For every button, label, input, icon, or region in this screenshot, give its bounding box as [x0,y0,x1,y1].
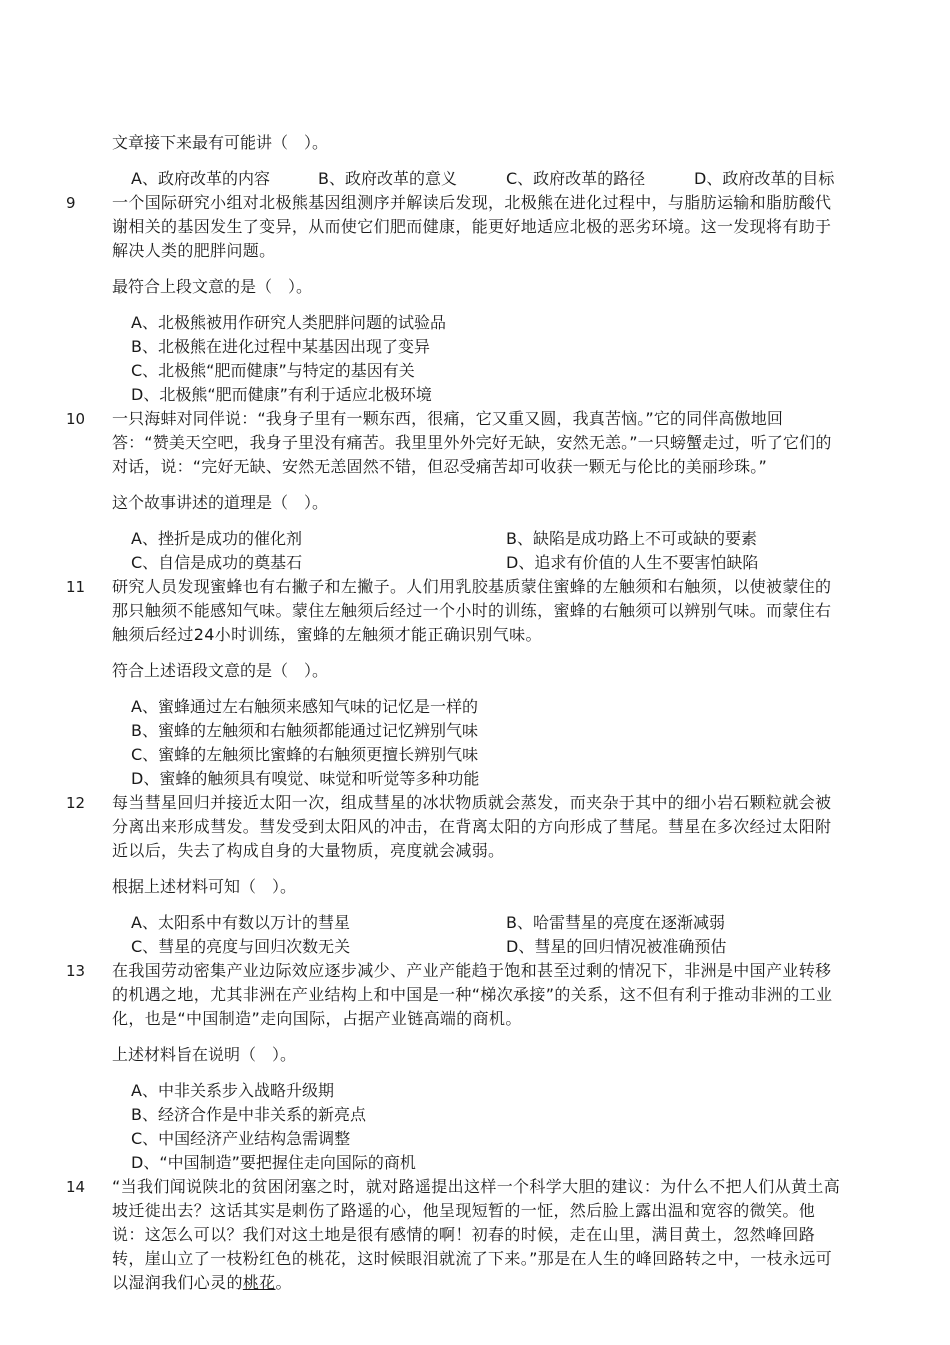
underlined-word: 桃花 [242,1273,276,1292]
option-b[interactable]: B、蜜蜂的左触须和右触须都能通过记忆辨别气味 [131,721,478,740]
option-c[interactable]: C、彗星的亮度与回归次数无关 [131,937,351,956]
question-prompt: 这个故事讲述的道理是（ ）。 [112,493,329,512]
question-stem-line: 一只海蚌对同伴说：“我身子里有一颗东西，很痛，它又重又圆，我真苦恼。”它的同伴高傲地回 [112,409,784,428]
question-stem-line: 坡迁徙出去？这话其实是刺伤了路遥的心，他呈现短暂的一怔，然后脸上露出温和宽容的微笑。他 [112,1201,816,1220]
option-d[interactable]: D、“中国制造”要把握住走向国际的商机 [131,1153,416,1172]
option-c[interactable]: C、自信是成功的奠基石 [131,553,303,572]
option-b[interactable]: B、政府改革的意义 [318,169,457,188]
option-b[interactable]: B、经济合作是中非关系的新亮点 [131,1105,366,1124]
question-number: 9 [66,194,76,212]
question-prompt: 符合上述语段文意的是（ ）。 [112,661,329,680]
question-number: 14 [66,1178,86,1196]
option-d[interactable]: D、北极熊“肥而健康”有利于适应北极环境 [131,385,432,404]
question-stem-line: 那只触须不能感知气味。蒙住左触须后经过一个小时的训练，蜜蜂的右触须可以辨别气味。而蒙住右 [112,601,832,620]
option-c[interactable]: C、中国经济产业结构急需调整 [131,1129,351,1148]
option-c[interactable]: C、北极熊“肥而健康”与特定的基因有关 [131,361,415,380]
question-stem-line: 谢相关的基因发生了变异，从而使它们肥而健康，能更好地适应北极的恶劣环境。这一发现将有助于 [112,217,832,236]
question-prompt: 上述材料旨在说明（ ）。 [112,1045,297,1064]
question-stem-line: 每当彗星回归并接近太阳一次，组成彗星的冰状物质就会蒸发，而夹杂于其中的细小岩石颗粒就会被 [112,793,832,812]
question-prompt: 根据上述材料可知（ ）。 [112,877,297,896]
question-stem-line: 转，崖山立了一枝粉红色的桃花，这时候眼泪就流了下来。”那是在人生的峰回路转之中，一枝永远可 [112,1249,833,1268]
question-stem-last-line [112,1271,292,1295]
question-stem-line: 答：“赞美天空吧，我身子里没有痛苦。我里里外外完好无缺，安然无恙。”一只螃蟹走过，听了它们的 [112,433,832,452]
option-a[interactable]: A、北极熊被用作研究人类肥胖问题的试验品 [131,313,446,332]
option-b[interactable]: B、北极熊在进化过程中某基因出现了变异 [131,337,430,356]
question-stem-line: 在我国劳动密集产业边际效应逐步减少、产业产能趋于饱和甚至过剩的情况下，非洲是中国产业转移 [112,961,832,980]
question-stem-line: 化，也是“中国制造”走向国际，占据产业链高端的商机。 [112,1009,522,1028]
question-prompt: 最符合上段文意的是（ ）。 [112,277,313,296]
question-stem-line: “当我们闻说陕北的贫困闭塞之时，就对路遥提出这样一个科学大胆的建议：为什么不把人们从黄土高 [112,1177,841,1196]
question-stem-tail: 。 [275,1273,292,1292]
question-prompt: 文章接下来最有可能讲（ ）。 [112,133,329,152]
option-d[interactable]: D、政府改革的目标 [694,169,835,188]
question-number: 12 [66,794,86,812]
option-d[interactable]: D、蜜蜂的触须具有嗅觉、味觉和听觉等多种功能 [131,769,480,788]
option-a[interactable]: A、政府改革的内容 [131,169,270,188]
option-d[interactable]: D、追求有价值的人生不要害怕缺陷 [506,553,759,572]
question-stem-line: 研究人员发现蜜蜂也有右撇子和左撇子。人们用乳胶基质蒙住蜜蜂的左触须和右触须，以使被蒙住的 [112,577,832,596]
question-number: 13 [66,962,86,980]
option-c[interactable]: C、政府改革的路径 [506,169,646,188]
question-stem-line: 说：这怎么可以？我们对这土地是很有感情的啊！初春的时候，走在山里，满目黄土，忽然峰回路 [112,1225,816,1244]
question-stem-line: 的机遇之地，尤其非洲在产业结构上和中国是一种“梯次承接”的关系，这不但有利于推动非洲的工业 [112,985,833,1004]
option-a[interactable]: A、太阳系中有数以万计的彗星 [131,913,350,932]
question-number: 11 [66,578,86,596]
question-stem-line: 一个国际研究小组对北极熊基因组测序并解读后发现，北极熊在进化过程中，与脂肪运输和脂肪酸代 [112,193,832,212]
option-a[interactable]: A、挫折是成功的催化剂 [131,529,302,548]
option-c[interactable]: C、蜜蜂的左触须比蜜蜂的右触须更擅长辨别气味 [131,745,479,764]
question-stem-line: 对话，说：“完好无缺、安然无恙固然不错，但忍受痛苦却可收获一颗无与伦比的美丽珍珠。” [112,457,767,476]
question-stem-line: 近以后，失去了构成自身的大量物质，亮度就会减弱。 [112,841,505,860]
option-a[interactable]: A、中非关系步入战略升级期 [131,1081,334,1100]
option-a[interactable]: A、蜜蜂通过左右触须来感知气味的记忆是一样的 [131,697,478,716]
option-d[interactable]: D、彗星的回归情况被准确预估 [506,937,727,956]
question-number: 10 [66,410,86,428]
option-b[interactable]: B、哈雷彗星的亮度在逐渐减弱 [506,913,725,932]
question-stem-line: 解决人类的肥胖问题。 [112,241,276,260]
question-stem-line: 触须后经过24小时训练，蜜蜂的左触须才能正确识别气味。 [112,625,542,644]
question-stem-text: 以湿润我们心灵的 [112,1273,243,1292]
question-stem-line: 分离出来形成彗发。彗发受到太阳风的冲击，在背离太阳的方向形成了彗尾。彗星在多次经过太阳附 [112,817,832,836]
option-b[interactable]: B、缺陷是成功路上不可或缺的要素 [506,529,757,548]
